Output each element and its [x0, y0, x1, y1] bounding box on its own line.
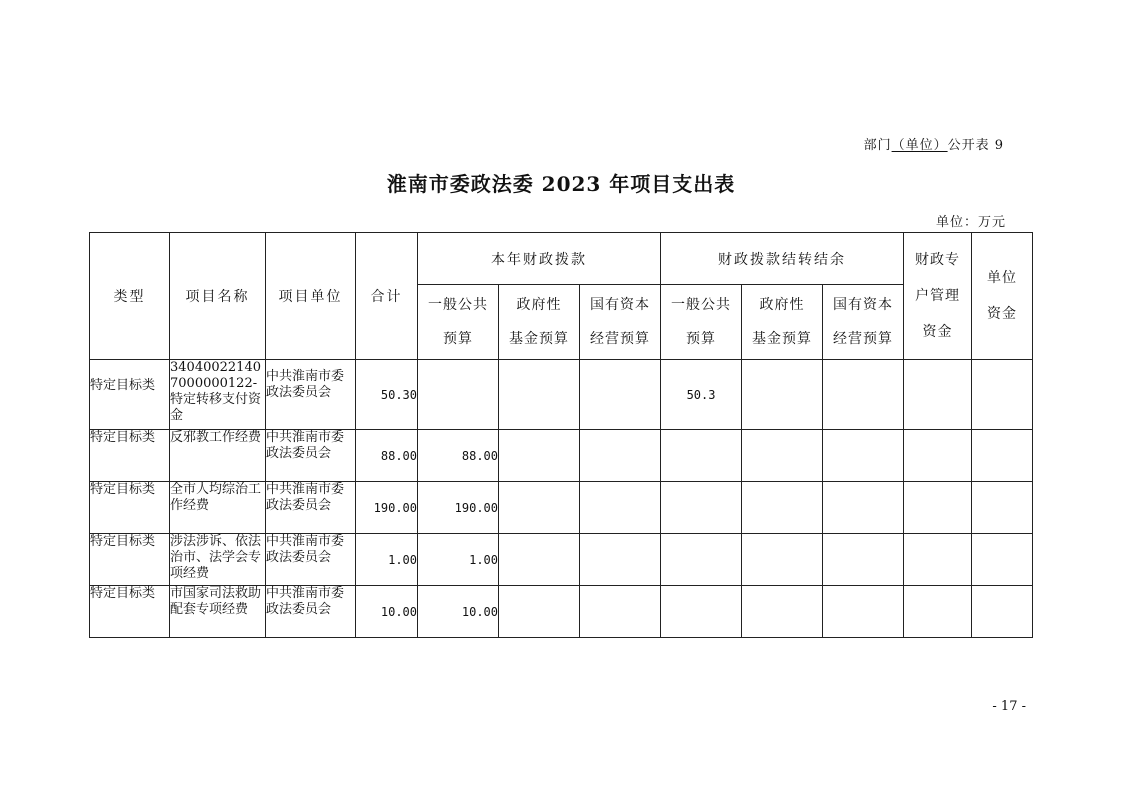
row-cy-gov-fund — [499, 430, 580, 482]
row-project-name: 反邪教工作经费 — [170, 430, 266, 482]
row-cy-state-capital — [580, 430, 661, 482]
header-project-name: 项目名称 — [170, 233, 266, 360]
row-special-fund — [904, 430, 972, 482]
row-project-name: 涉法涉诉、依法治市、法学会专项经费 — [170, 534, 266, 586]
row-cy-gov-fund — [499, 586, 580, 638]
header-type: 类型 — [90, 233, 170, 360]
row-co-state-capital — [823, 586, 904, 638]
row-cy-general — [418, 360, 499, 430]
header-cy-state-capital: 国有资本 经营预算 — [580, 285, 661, 360]
row-cy-general: 190.00 — [418, 482, 499, 534]
row-unit-fund — [972, 360, 1033, 430]
row-cy-gov-fund — [499, 534, 580, 586]
row-co-general — [661, 586, 742, 638]
row-co-gov-fund — [742, 430, 823, 482]
row-total: 88.00 — [356, 430, 418, 482]
row-co-gov-fund — [742, 534, 823, 586]
row-cy-state-capital — [580, 586, 661, 638]
table-row — [90, 482, 1033, 534]
row-cy-gov-fund — [499, 360, 580, 430]
header-cy-gov-fund: 政府性 基金预算 — [499, 285, 580, 360]
row-co-gov-fund — [742, 482, 823, 534]
page-title: 淮南市委政法委 2023 年项目支出表 — [386, 172, 736, 196]
project-expenditure-table — [89, 232, 1033, 638]
row-co-state-capital — [823, 482, 904, 534]
row-total: 1.00 — [356, 534, 418, 586]
row-unit-fund — [972, 586, 1033, 638]
table-row — [90, 534, 1033, 586]
header-unit-fund: 单位 资金 — [972, 233, 1033, 360]
row-co-general — [661, 534, 742, 586]
row-project-unit: 中共淮南市委政法委员会 — [266, 430, 356, 482]
header-carryover: 财政拨款结转结余 — [661, 233, 904, 285]
row-unit-fund — [972, 534, 1033, 586]
row-co-state-capital — [823, 534, 904, 586]
row-special-fund — [904, 534, 972, 586]
row-co-gov-fund — [742, 586, 823, 638]
header-project-unit: 项目单位 — [266, 233, 356, 360]
row-special-fund — [904, 482, 972, 534]
row-type: 特定目标类 — [90, 430, 170, 482]
row-cy-general: 10.00 — [418, 586, 499, 638]
row-type: 特定目标类 — [90, 482, 170, 534]
row-special-fund — [904, 586, 972, 638]
row-unit-fund — [972, 482, 1033, 534]
row-total: 10.00 — [356, 586, 418, 638]
form-label-unit-word: （单位） — [891, 138, 948, 153]
header-co-state-capital: 国有资本 经营预算 — [823, 285, 904, 360]
form-label — [864, 134, 1004, 153]
page-number: - 17 - — [992, 699, 1026, 714]
row-project-unit: 中共淮南市委政法委员会 — [266, 360, 356, 430]
table-row — [90, 360, 1033, 430]
row-type: 特定目标类 — [90, 534, 170, 586]
row-cy-general: 1.00 — [418, 534, 499, 586]
row-co-state-capital — [823, 360, 904, 430]
row-co-general: 50.3 — [661, 360, 742, 430]
table-row — [90, 430, 1033, 482]
header-current-year: 本年财政拨款 — [418, 233, 661, 285]
row-cy-state-capital — [580, 534, 661, 586]
row-type: 特定目标类 — [90, 586, 170, 638]
row-project-name: 34040022140 7000000122-特定转移支付资金 — [170, 360, 266, 430]
row-unit-fund — [972, 430, 1033, 482]
row-special-fund — [904, 360, 972, 430]
row-total: 50.30 — [356, 360, 418, 430]
row-co-general — [661, 482, 742, 534]
row-project-unit: 中共淮南市委政法委员会 — [266, 586, 356, 638]
row-cy-gov-fund — [499, 482, 580, 534]
row-project-name: 市国家司法救助配套专项经费 — [170, 586, 266, 638]
header-total: 合计 — [356, 233, 418, 360]
row-co-state-capital — [823, 430, 904, 482]
row-total: 190.00 — [356, 482, 418, 534]
row-cy-state-capital — [580, 360, 661, 430]
table-row — [90, 586, 1033, 638]
form-label-suffix: 公开表 9 — [947, 138, 1004, 153]
row-co-general — [661, 430, 742, 482]
header-co-general: 一般公共 预算 — [661, 285, 742, 360]
row-project-unit: 中共淮南市委政法委员会 — [266, 534, 356, 586]
row-co-gov-fund — [742, 360, 823, 430]
row-cy-general: 88.00 — [418, 430, 499, 482]
header-co-gov-fund: 政府性 基金预算 — [742, 285, 823, 360]
row-project-name: 全市人均综治工作经费 — [170, 482, 266, 534]
row-cy-state-capital — [580, 482, 661, 534]
row-project-unit: 中共淮南市委政法委员会 — [266, 482, 356, 534]
form-label-prefix: 部门 — [863, 138, 892, 153]
header-cy-general: 一般公共 预算 — [418, 285, 499, 360]
row-type: 特定目标类 — [90, 360, 170, 430]
header-special-fund: 财政专 户管理 资金 — [904, 233, 972, 360]
unit-label: 单位：万元 — [935, 215, 1006, 230]
